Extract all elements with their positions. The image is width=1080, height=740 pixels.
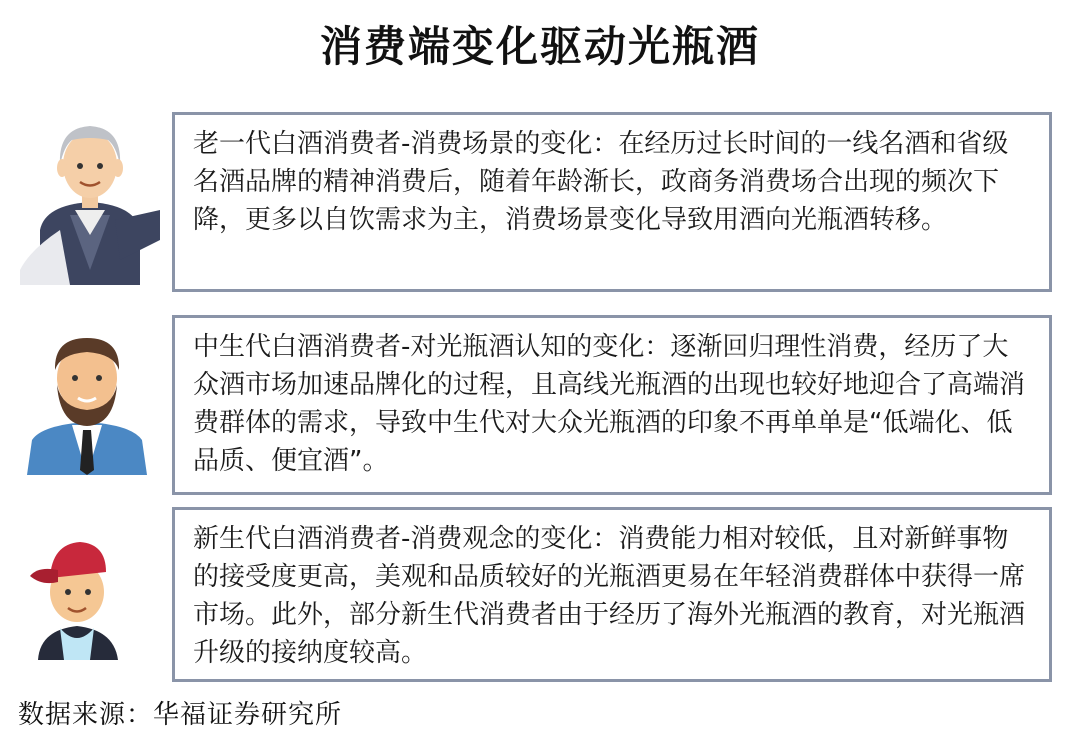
card-middle-generation: [172, 315, 1052, 495]
data-source: 数据来源：华福证券研究所: [18, 700, 343, 730]
page-title: 消费端变化驱动光瓶酒: [319, 22, 760, 71]
card-text: 新生代白酒消费者-消费观念的变化：消费能力相对较低，且对新鲜事物的接受度更高，美观和品质较好的光瓶酒更易在年轻消费群体中获得一席市场。此外，部分新生代消费者由于经历了海外光瓶酒的教育，对光瓶酒升级的接纳度较高。: [193, 524, 1026, 668]
young-man-cap-icon: [30, 530, 125, 660]
card-new-generation: [172, 507, 1052, 682]
card-text: 老一代白酒消费者-消费场景的变化：在经历过长时间的一线名酒和省级名酒品牌的精神消费后，随着年龄渐长，政商务消费场合出现的频次下降，更多以自饮需求为主，消费场景变化导致用酒向光瓶酒转移。: [193, 129, 1009, 235]
card-text: 中生代白酒消费者-对光瓶酒认知的变化：逐渐回归理性消费，经历了大众酒市场加速品牌化的过程，且高线光瓶酒的出现也较好地迎合了高端消费群体的需求，导致中生代对大众光瓶酒的印象不再单单是“低端化、低品质、便宜酒”。: [193, 332, 1026, 476]
card-older-generation: [172, 112, 1052, 292]
bearded-man-icon: [22, 330, 152, 475]
elderly-man-icon: [20, 110, 160, 285]
